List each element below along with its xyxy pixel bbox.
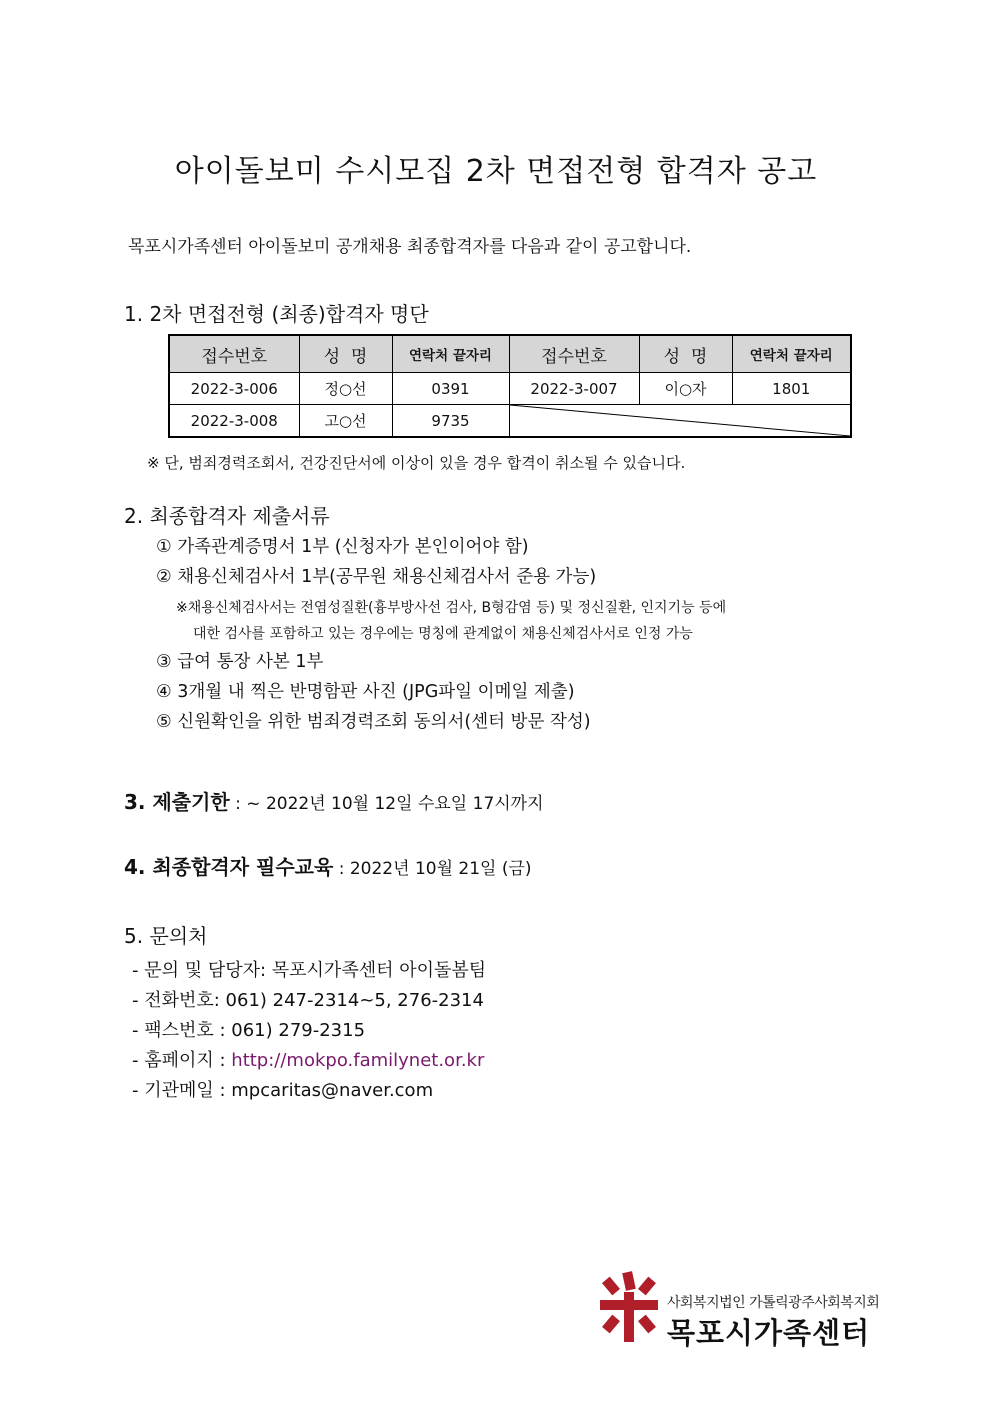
table-cell: 정○선 (299, 373, 392, 405)
document-note: ※채용신체검사서는 전염성질환(흉부방사선 검사, B형감염 등) 및 정신질환, 인지기능 등에 (176, 600, 727, 616)
table-cell: 1801 (732, 373, 851, 405)
contact-person: - 문의 및 담당자: 목포시가족센터 아이돌봄팀 (132, 960, 487, 981)
section-5-heading: 5. 문의처 (124, 924, 208, 948)
header-cell-contact-last: 연락처 끝자리 (392, 335, 509, 373)
section-1-heading: 1. 2차 면접전형 (최종)합격자 명단 (124, 302, 429, 326)
table-row (169, 405, 851, 438)
document-item: ② 채용신체검사서 1부(공무원 채용신체검사서 준용 가능) (156, 567, 597, 587)
document-item: ① 가족관계증명서 1부 (신청자가 본인이어야 함) (156, 537, 529, 557)
table-cell: 고○선 (299, 405, 392, 438)
table-cell: 2022-3-006 (169, 373, 299, 405)
section-4-heading: 4. 최종합격자 필수교육 (124, 855, 334, 879)
contact-phone: - 전화번호: 061) 247-2314~5, 276-2314 (132, 990, 484, 1011)
table-row (169, 373, 851, 405)
training-date-value: : 2022년 10월 21일 (금) (333, 859, 532, 879)
document-item: ③ 급여 통장 사본 1부 (156, 652, 324, 672)
homepage-label: - 홈페이지 : (132, 1050, 232, 1071)
caveat-note: ※ 단, 범죄경력조회서, 건강진단서에 이상이 있을 경우 합격이 취소될 수 있습니다. (147, 454, 686, 472)
contact-fax: - 팩스번호 : 061) 279-2315 (132, 1020, 366, 1041)
org-name: 목포시가족센터 (667, 1316, 871, 1350)
document-note: 대한 검사를 포함하고 있는 경우에는 명칭에 관계없이 채용신체검사서로 인정 가능 (193, 626, 693, 642)
contact-email: - 기관메일 : mpcaritas@naver.com (132, 1080, 434, 1101)
header-cell-receipt-no: 접수번호 (169, 335, 299, 373)
table-cell: 이○자 (639, 373, 732, 405)
section-3-line (124, 786, 544, 815)
document-item: ⑤ 신원확인을 위한 범죄경력조회 동의서(센터 방문 작성) (156, 712, 591, 732)
table-cell: 2022-3-007 (509, 373, 639, 405)
table-header-row (169, 335, 851, 373)
section-3-heading: 3. 제출기한 (124, 790, 230, 814)
contact-homepage (132, 1046, 484, 1072)
header-cell-name: 성 명 (299, 335, 392, 373)
section-2-heading: 2. 최종합격자 제출서류 (124, 504, 330, 528)
empty-diagonal-cell (509, 405, 851, 438)
page-title: 아이돌보미 수시모집 2차 면접전형 합격자 공고 (174, 154, 818, 189)
homepage-link[interactable]: http://mokpo.familynet.or.kr (231, 1050, 485, 1071)
header-cell-name: 성 명 (639, 335, 732, 373)
org-subtitle: 사회복지법인 가톨릭광주사회복지회 (667, 1295, 880, 1311)
deadline-value: : ~ 2022년 10월 12일 수요일 17시까지 (229, 794, 544, 814)
passer-table (168, 334, 852, 438)
table-cell: 0391 (392, 373, 509, 405)
section-4-line (124, 851, 532, 880)
header-cell-receipt-no: 접수번호 (509, 335, 639, 373)
document-item: ④ 3개월 내 찍은 반명함판 사진 (JPG파일 이메일 제출) (156, 682, 575, 702)
header-cell-contact-last: 연락처 끝자리 (732, 335, 851, 373)
table-cell: 9735 (392, 405, 509, 438)
table-cell: 2022-3-008 (169, 405, 299, 438)
diagonal-line (510, 405, 851, 436)
intro-text: 목포시가족센터 아이돌보미 공개채용 최종합격자를 다음과 같이 공고합니다. (128, 237, 692, 257)
